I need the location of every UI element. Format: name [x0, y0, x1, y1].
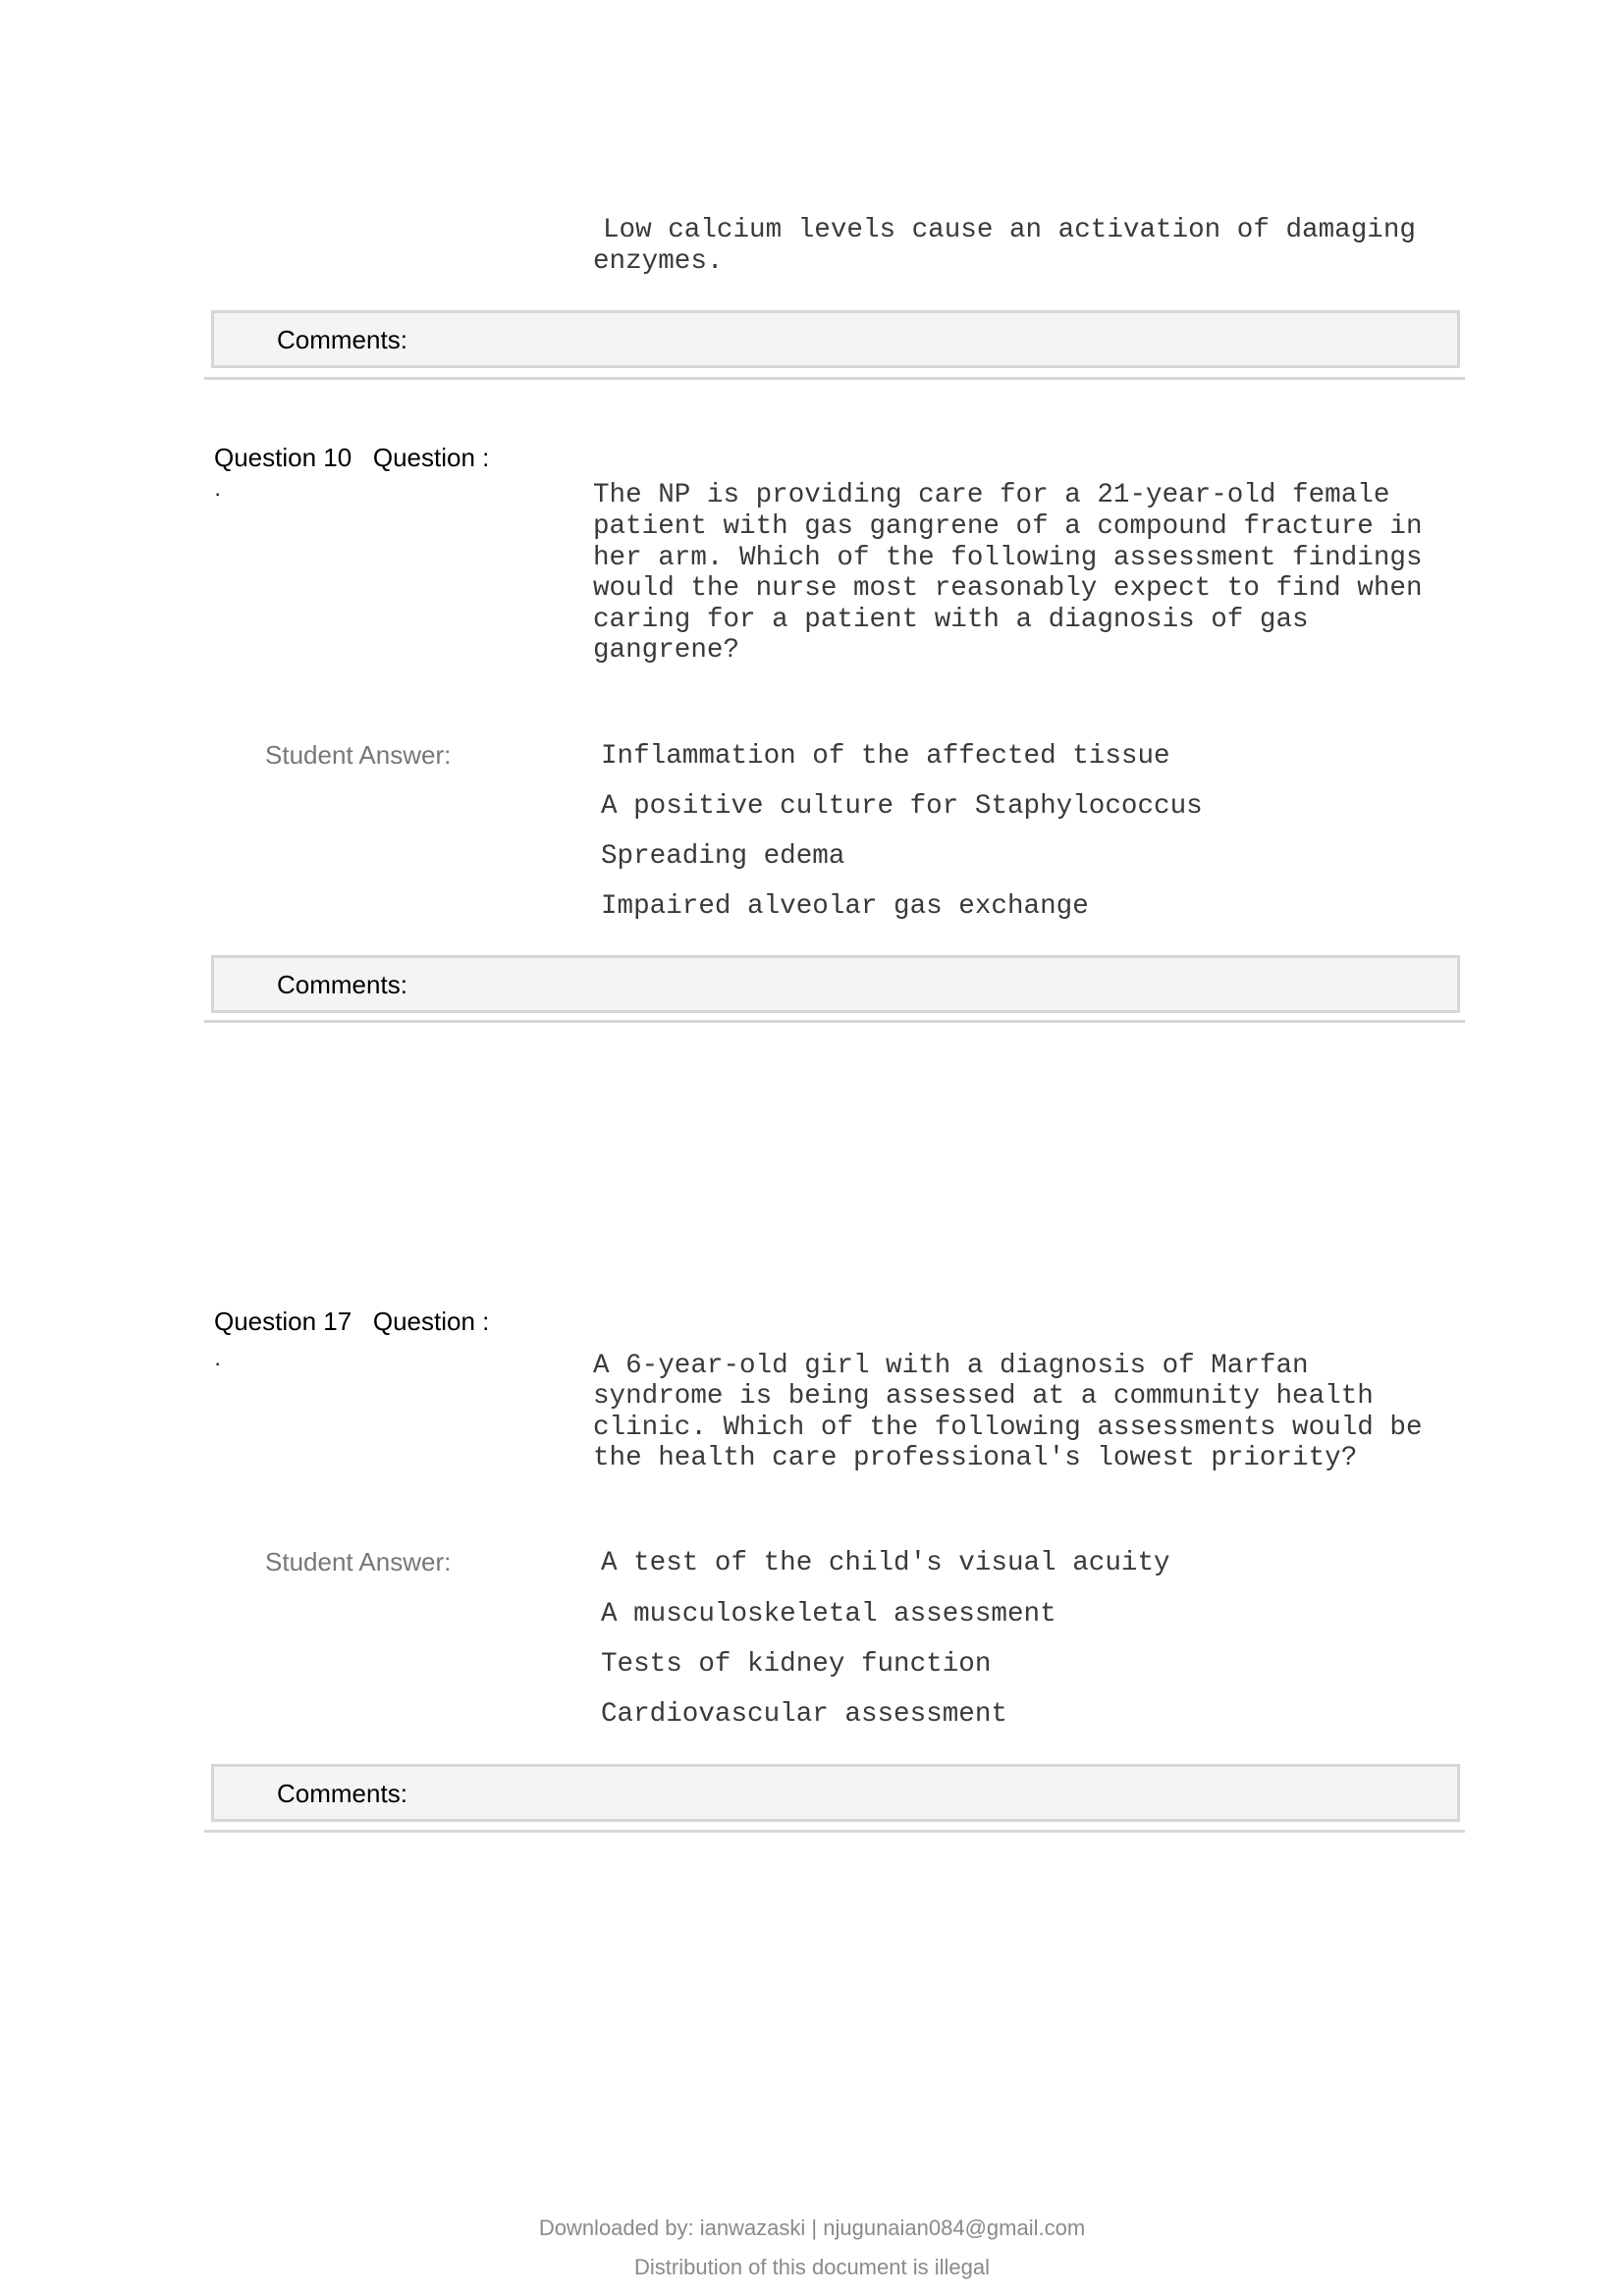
answer-option: A musculoskeletal assessment	[601, 1599, 1056, 1629]
comments-label: Comments:	[277, 1779, 407, 1808]
previous-answer-line-1: Low calcium levels cause an activation of damaging	[603, 215, 1416, 245]
download-attribution: Downloaded by: ianwazaski | njugunaian084@gmail.com	[538, 2216, 1086, 2240]
student-answer-label: Student Answer:	[265, 1547, 452, 1576]
answer-option: Inflammation of the affected tissue	[601, 741, 1170, 772]
comments-box	[211, 310, 1460, 368]
answer-option: A positive culture for Staphylococcus	[601, 791, 1203, 822]
answer-option: Impaired alveolar gas exchange	[601, 891, 1089, 922]
section-divider	[204, 1830, 1465, 1833]
question-text-line: her arm. Which of the following assessment findings	[593, 543, 1423, 573]
question-marker: ·	[214, 481, 222, 506]
section-divider	[204, 377, 1465, 380]
question-text-line: The NP is providing care for a 21-year-old female	[593, 480, 1390, 510]
comments-box	[211, 1764, 1460, 1822]
answer-option: Tests of kidney function	[601, 1649, 992, 1680]
question-text-line: A 6-year-old girl with a diagnosis of Marfan	[593, 1351, 1309, 1381]
comments-label: Comments:	[277, 970, 407, 999]
student-answer-label: Student Answer:	[265, 740, 452, 770]
comments-label: Comments:	[277, 325, 407, 354]
section-divider	[204, 1020, 1465, 1023]
question-text-line: gangrene?	[593, 635, 740, 666]
answer-option: Cardiovascular assessment	[601, 1699, 1007, 1730]
question-text-line: would the nurse most reasonably expect to find when	[593, 573, 1423, 604]
question-text-line: clinic. Which of the following assessments would be	[593, 1413, 1423, 1443]
comments-box	[211, 955, 1460, 1013]
question-text-line: syndrome is being assessed at a community health	[593, 1381, 1374, 1412]
previous-answer-line-2: enzymes.	[593, 246, 724, 277]
answer-option: A test of the child's visual acuity	[601, 1548, 1170, 1578]
answer-option: Spreading edema	[601, 841, 845, 872]
question-text-line: the health care professional's lowest priority?	[593, 1443, 1358, 1473]
question-text-line: patient with gas gangrene of a compound fracture in	[593, 511, 1423, 542]
distribution-notice: Distribution of this document is illegal	[634, 2255, 990, 2279]
question-text-line: caring for a patient with a diagnosis of gas	[593, 605, 1309, 635]
question-header: Question 10 Question :	[214, 443, 490, 472]
question-marker: ·	[214, 1351, 222, 1375]
question-header: Question 17 Question :	[214, 1307, 490, 1336]
